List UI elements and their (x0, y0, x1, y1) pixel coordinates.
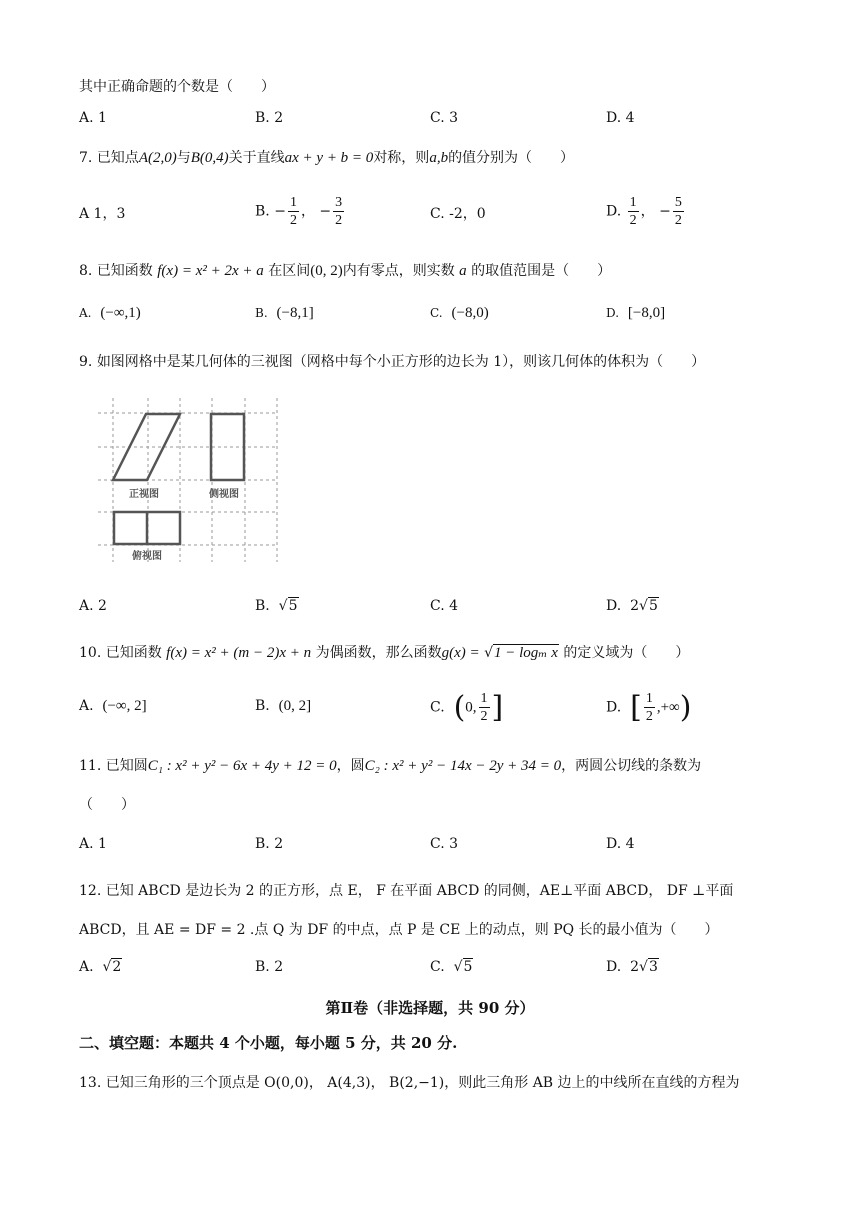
q8-number: 8. (79, 263, 93, 279)
q9-b-sqrt: √5 (278, 598, 298, 614)
q12-d-coef: 2 (630, 959, 640, 975)
q10-option-c-label: C. (430, 699, 445, 716)
q9-option-d[interactable] (606, 598, 659, 614)
q11-text-mid: ，圆 (336, 758, 365, 774)
q10-option-d-label: D. (606, 699, 622, 716)
q12-stem-line1 (79, 880, 733, 900)
q12-a-sqrt: √2 (102, 959, 122, 975)
q9-option-a[interactable]: A. 2 (79, 598, 107, 614)
q8-text-mid2: 内有零点，则实数 (342, 263, 455, 279)
q9-option-d-label: D. (606, 598, 622, 614)
q11-option-b[interactable]: B. 2 (255, 836, 284, 852)
q13-number: 13. (79, 1075, 102, 1091)
q7-text-mid3: 对称，则 (373, 150, 430, 166)
q7-text-mid2: 关于直线 (228, 150, 285, 166)
q9-stem (79, 351, 705, 371)
q12-option-d[interactable] (606, 959, 659, 975)
q8-option-c-label: C. (430, 306, 443, 320)
q10-stem (79, 642, 689, 662)
q9-d-radicand: 5 (648, 598, 658, 614)
q11-number: 11. (79, 758, 102, 774)
q10-function: f(x) = x² + (m − 2)x + n (166, 645, 312, 661)
q10-option-b-label: B. (255, 698, 270, 714)
q7-option-c[interactable]: C. -2，0 (430, 206, 486, 222)
q7-d-frac2: $\frac{5}{2}$ (674, 195, 682, 228)
q8-option-b-label: B. (255, 306, 268, 320)
q12-option-a[interactable] (79, 959, 122, 975)
q10-option-c[interactable]: C. (0, $\frac{1}{2}$ ] (430, 690, 504, 725)
q7-option-d-label: D. (606, 203, 622, 220)
q8-option-a-label: A. (79, 306, 92, 320)
q12-c-radicand: 5 (463, 959, 473, 975)
fill-blank-heading: 二、填空题：本题共 4 个小题，每小题 5 分，共 20 分. (79, 1034, 458, 1052)
q11-circle1: C₁ : x² + y² − 6x + 4y + 12 = 0 (147, 758, 337, 774)
q11-text-pre: 已知圆 (105, 758, 148, 774)
q12-option-a-label: A. (79, 959, 94, 975)
q7-b-frac2: $\frac{3}{2}$ (335, 195, 343, 228)
q10-text-end: 的定义域为（ ） (563, 645, 690, 661)
q9-d-sqrt: √5 (639, 598, 658, 614)
q9-option-b[interactable] (255, 598, 299, 614)
top-view-label: 俯视图 (132, 551, 162, 562)
q7-stem (79, 147, 574, 167)
q8-option-a[interactable] (79, 305, 141, 322)
front-view-label: 正视图 (129, 489, 159, 500)
q10-d-frac: $\frac{1}{2}$ (645, 691, 653, 724)
three-view-figure (94, 394, 284, 574)
q8-option-d[interactable] (606, 305, 665, 322)
q8-text-pre: 已知函数 (96, 263, 153, 279)
q7-point-b: B(0,4) (190, 150, 229, 166)
q7-vars: a,b (429, 150, 449, 166)
q8-option-d-label: D. (606, 306, 620, 320)
q8-stem (79, 260, 611, 280)
q8-option-c[interactable] (430, 305, 489, 322)
q10-option-b[interactable] (255, 698, 311, 715)
q11-option-d[interactable]: D. 4 (606, 836, 635, 852)
q9-option-c[interactable]: C. 4 (430, 598, 459, 614)
q10-text-mid: 为偶函数，那么函数 (315, 645, 442, 661)
q11-text-end: ，两圆公切线的条数为 (561, 758, 702, 774)
q10-g: g(x) = (441, 645, 480, 661)
q10-option-a-value: (−∞, 2] (102, 698, 147, 714)
q10-c-frac: $\frac{1}{2}$ (480, 691, 488, 724)
q12-option-d-label: D. (606, 959, 622, 975)
q13-text: 已知三角形的三个顶点是 O(0,0)， A(4,3)， B(2,−1)，则此三角形 AB 边上的中线所在直线的方程为 (105, 1075, 740, 1091)
q7-point-a: A(2,0) (138, 150, 177, 166)
q12-text-line1: 已知 ABCD 是边长为 2 的正方形，点 E， F 在平面 ABCD 的同侧，AE⊥平面 ABCD， DF ⊥平面 (105, 883, 734, 899)
q7-text-pre: 已知点 (96, 150, 139, 166)
q12-number: 12. (79, 883, 102, 899)
q6-option-d[interactable]: D. 4 (606, 110, 635, 126)
q10-radicand: 1 − logₘ x (493, 645, 558, 661)
q7-number: 7. (79, 150, 93, 166)
q10-option-a[interactable] (79, 698, 147, 715)
section-two-heading: 第Ⅱ卷（非选择题，共 90 分） (325, 999, 535, 1017)
q10-text-pre: 已知函数 (105, 645, 162, 661)
q6-option-b[interactable]: B. 2 (255, 110, 284, 126)
q7-line-equation: ax + y + b = 0 (284, 150, 374, 166)
q7-text-end: 的值分别为（ ） (448, 150, 575, 166)
q7-d-frac1: $\frac{1}{2}$ (629, 195, 637, 228)
q6-tail-text: 其中正确命题的个数是（ ） (79, 79, 275, 95)
three-view-svg (94, 394, 284, 574)
q10-number: 10. (79, 645, 102, 661)
q11-stem (79, 755, 701, 775)
q8-function: f(x) = x² + 2x + a (157, 263, 264, 279)
q9-b-radicand: 5 (288, 598, 298, 614)
q8-interval: (0, 2) (310, 263, 343, 279)
q12-option-c-label: C. (430, 959, 445, 975)
q9-text: 如图网格中是某几何体的三视图（网格中每个小正方形的边长为 1），则该几何体的体积为（ ） (96, 354, 706, 370)
q6-option-a[interactable]: A. 1 (79, 110, 107, 126)
q7-option-b-label: B. (255, 203, 270, 220)
q9-d-coef: 2 (630, 598, 640, 614)
q8-option-b[interactable] (255, 305, 314, 322)
q7-option-d[interactable]: D. $\frac{1}{2}$ ， − $\frac{5}{2}$ (606, 195, 682, 228)
q12-a-radicand: 2 (112, 959, 122, 975)
q10-option-a-label: A. (79, 698, 94, 714)
q7-option-b[interactable]: B. − $\frac{1}{2}$ ， − $\frac{3}{2}$ (255, 195, 343, 228)
q10-option-b-value: (0, 2] (278, 698, 312, 714)
q8-text-end: 的取值范围是（ ） (471, 263, 612, 279)
q12-option-b[interactable]: B. 2 (255, 959, 284, 975)
q12-stem-line2: ABCD，且 AE = DF = 2 .点 Q 为 DF 的中点，点 P 是 CE 上的动点，则 PQ 长的最小值为（ ） (79, 922, 719, 938)
q11-circle2: C₂ : x² + y² − 14x − 2y + 34 = 0 (364, 758, 562, 774)
q11-option-c[interactable]: C. 3 (430, 836, 459, 852)
q8-variable: a (459, 263, 467, 279)
q7-option-a[interactable]: A 1，3 (79, 206, 126, 222)
q11-option-a[interactable]: A. 1 (79, 836, 107, 852)
q7-text-mid1: 与 (176, 150, 191, 166)
q11-paren: （ ） (79, 797, 135, 813)
q6-option-c[interactable]: C. 3 (430, 110, 459, 126)
q10-sqrt: √1 − logₘ x (484, 645, 558, 661)
q8-text-mid: 在区间 (268, 263, 311, 279)
q12-d-sqrt: √3 (639, 959, 658, 975)
q12-d-radicand: 3 (648, 959, 658, 975)
q9-option-b-label: B. (255, 598, 270, 614)
q12-option-c[interactable] (430, 959, 473, 975)
q8-option-c-value: (−8,0) (451, 305, 489, 321)
q13-stem (79, 1072, 740, 1092)
q10-option-d[interactable]: D. [ $\frac{1}{2}$ ,+∞) (606, 690, 692, 725)
side-view-label: 侧视图 (209, 489, 239, 500)
q7-b-frac1: $\frac{1}{2}$ (289, 195, 297, 228)
side-view-shape (211, 414, 244, 480)
q8-option-b-value: (−8,1] (276, 305, 314, 321)
q8-option-a-value: (−∞,1) (100, 305, 141, 321)
q12-c-sqrt: √5 (453, 959, 473, 975)
q9-number: 9. (79, 354, 93, 370)
q8-option-d-value: [−8,0] (627, 305, 666, 321)
